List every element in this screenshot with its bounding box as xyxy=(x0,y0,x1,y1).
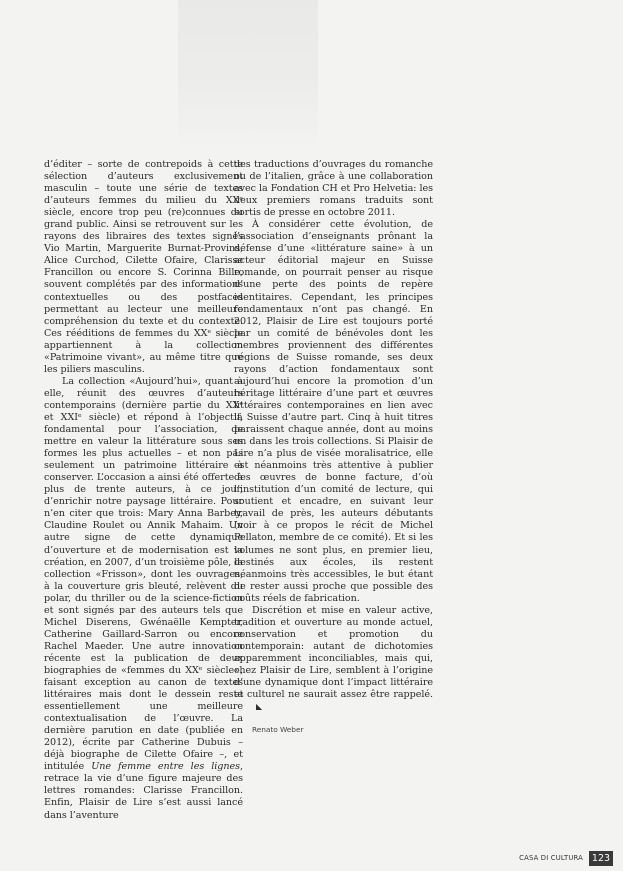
end-of-article-icon: ◣ xyxy=(256,702,263,712)
right-column xyxy=(234,159,433,736)
paragraph-text: Discrétion et mise en valeur active, tradition et ouverture au monde actuel, conservation et promotion du contemporain: autant de dichotomies apparemment inconciliables, mais qui, chez Plaisir de Lire, semblent à l’origine d’une dynamique dont l’impact littéraire et culturel ne saurait assez être rappelé. xyxy=(234,604,433,701)
paragraph: À considérer cette évolution, de l’association d’enseignants prônant la défense d’une «littérature saine» à un acteur éditorial majeur en Suisse romande, on pourrait penser au risque d’une perte des points de repère identitaires. Cependant, les principes fondamentaux n’ont pas changé. En 2012, Plaisir de Lire est toujours porté par un comité de bénévoles dont les membres proviennent des différentes régions de Suisse romande, ses deux rayons d’action fondamentaux sont aujourd’hui encore la promotion d’un héritage littéraire d’une part et œuvres littéraires contemporaines en lien avec la Suisse d’autre part. Cinq à huit titres paraissent chaque année, dont au moins un dans les trois collections. Si Plaisir de Lire n’a plus de visée moralisatrice, elle est néanmoins très attentive à publier des œuvres de bonne facture, d’où l’institution d’un comité de lecture, qui soutient et encadre, en suivant leur travail de près, les auteurs débutants (voir à ce propos le récit de Michel Pellaton, membre de ce comité). Et si les volumes ne sont plus, en premier lieu, destinés aux écoles, ils restent néanmoins très accessibles, le but étant de rester aussi proche que possible des coûts réels de fabrication. xyxy=(234,219,433,604)
left-column xyxy=(44,159,243,822)
paragraph-text: La collection «Aujourd’hui», quant à elle, réunit des œuvres d’auteurs contemporains (dernière partie du XXᵉ et XXIᵉ siècle) et répond à l’objectif, fondamental pour l’association, de mettre en valeur la littérature sous ses formes les plus actuelles – et non pas seulement un patrimoine littéraire à conserver. L’occasion a ainsi été offerte à plus de trente auteurs, à ce jour, d’enrichir notre paysage littéraire. Pour n’en citer que trois: Mary Anna Barbey, Claudine Roulet ou Annik Mahaim. Un autre signe de cette dynamique d’ouverture et de modernisation est la création, en 2007, d’un troisième pôle, la collection «Frisson», dont les ouvrages, à la couverture gris bleuté, relèvent du polar, du thriller ou de la science-fiction et sont signés par des auteurs tels que Michel Diserens, Gwénaëlle Kempter, Catherine Gaillard-Sarron ou encore Rachel Maeder. Une autre innovation récente est la publication de deux biographies de «femmes du XXᵉ siècle», faisant exception au canon de textes littéraires mais dont le dessein reste essentiellement une meilleure contextualisation de l’œuvre. La dernière parution en date (publiée en 2012), écrite par Catherine Dubuis – déjà biographe de Cilette Ofaire –, et intitulée xyxy=(44,375,243,773)
paragraph xyxy=(44,376,243,822)
book-title: Une femme entre les lignes xyxy=(91,761,240,773)
running-footer: CASA DI CULTURA xyxy=(519,854,583,862)
paragraph-text: , retrace la vie d’une figure majeure des lettres romandes: Clarisse Francillon. Enfin, Plaisir de Lire s’est aussi lancé dans l’aventure xyxy=(44,761,243,821)
paragraph xyxy=(234,605,433,713)
page-number: 123 xyxy=(589,851,613,866)
paragraph: des traductions d’ouvrages du romanche ou de l’italien, grâce à une collaboration avec la Fondation CH et Pro Helvetia: les deux premiers romans traduits sont sortis de presse en octobre 2011. xyxy=(234,159,433,219)
author-signature: Renato Weber xyxy=(252,725,304,735)
bleed-through-shadow xyxy=(178,0,318,150)
paragraph: d’éditer – sorte de contrepoids à cette sélection d’auteurs exclusivement masculin – toute une série de textes d’auteurs femmes du milieu du XXᵉ siècle, encore trop peu (re)connues du grand public. Ainsi se retrouvent sur les rayons des libraires des textes signés Vio Martin, Marguerite Burnat-Provins, Alice Curchod, Cilette Ofaire, Clarisse Francillon ou encore S. Corinna Bille, souvent complétés par des informations contextuelles ou des postfaces permettant au lecteur une meilleure compréhension du texte et du contexte. Ces rééditions de femmes du XXᵉ siècle appartiennent à la collection «Patrimoine vivant», au même titre que les piliers masculins. xyxy=(44,159,243,375)
